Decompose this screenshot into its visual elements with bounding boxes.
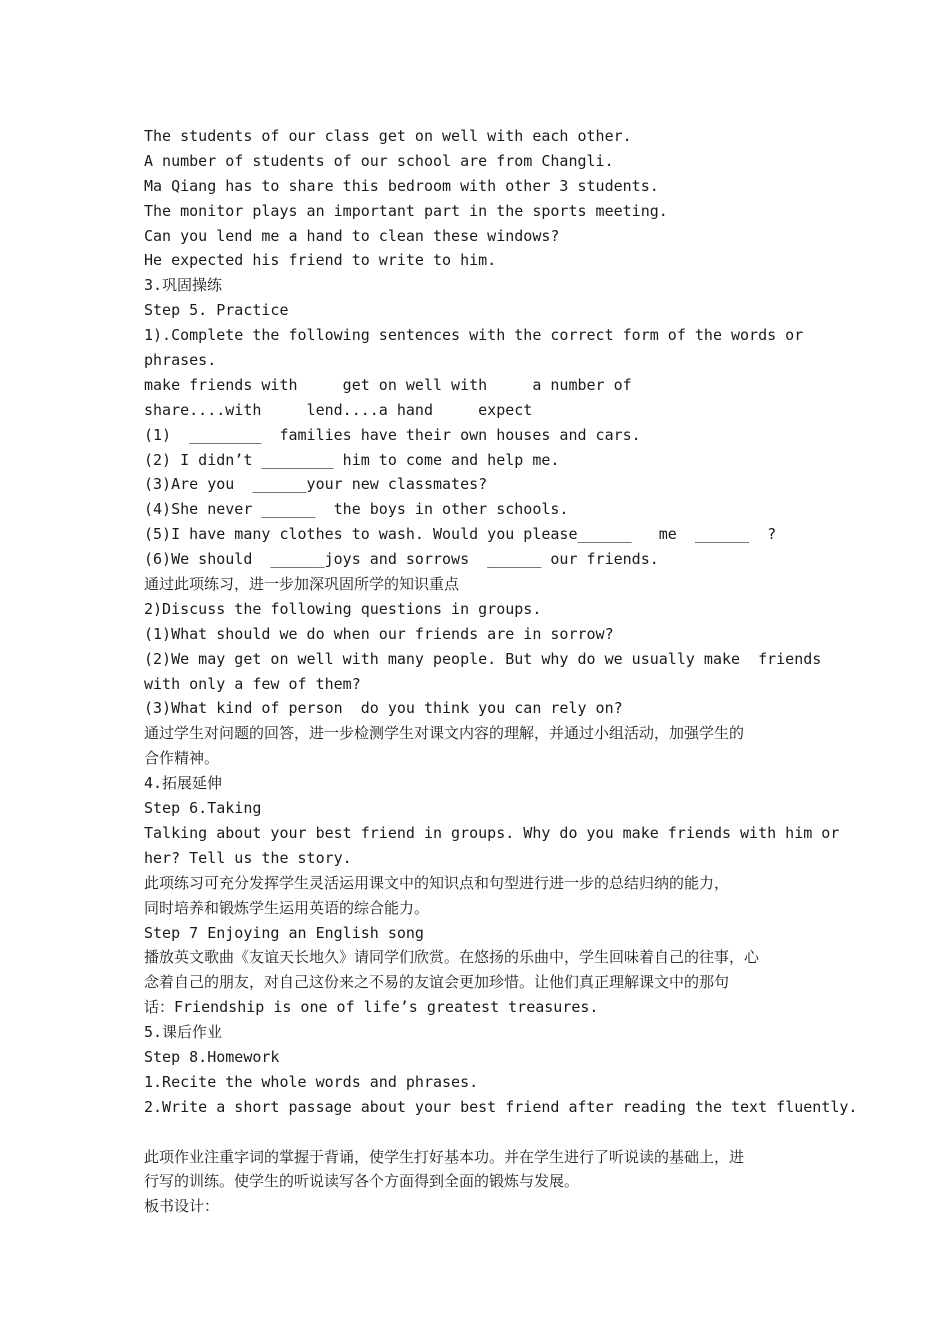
text-line: with only a few of them? bbox=[144, 674, 361, 693]
text-line: 通过此项练习，进一步加深巩固所学的知识重点 bbox=[144, 575, 460, 594]
text-line: 2.Write a short passage about your best friend after reading the text fluently. bbox=[144, 1097, 858, 1116]
text-line: share....with lend....a hand expect bbox=[144, 400, 533, 419]
text-line: her? Tell us the story. bbox=[144, 848, 352, 867]
blank-line bbox=[144, 1120, 824, 1145]
text-line: (3)Are you ______your new classmates? bbox=[144, 475, 488, 494]
text-line: 4.拓展延伸 bbox=[144, 774, 223, 793]
text-line: He expected his friend to write to him. bbox=[144, 251, 497, 270]
text-line: 此项作业注重字词的掌握于背诵，使学生打好基本功。并在学生进行了听说读的基础上，进 bbox=[144, 1147, 745, 1166]
text-line: 1).Complete the following sentences with the correct form of the words or bbox=[144, 326, 804, 345]
text-line: (3)What kind of person do you think you can rely on? bbox=[144, 699, 623, 718]
text-line: 此项练习可充分发挥学生灵活运用课文中的知识点和句型进行进一步的总结归纳的能力， bbox=[144, 873, 730, 892]
text-line: 5.课后作业 bbox=[144, 1023, 223, 1042]
text-line: 话：Friendship is one of life’s greatest treasures. bbox=[144, 998, 599, 1017]
text-line: 2)Discuss the following questions in groups. bbox=[144, 599, 542, 618]
text-line: A number of students of our school are from Changli. bbox=[144, 151, 614, 170]
text-line: (2) I didn’t ________ him to come and help me. bbox=[144, 450, 560, 469]
text-line: 念着自己的朋友，对自己这份来之不易的友谊会更加珍惜。让他们真正理解课文中的那句 bbox=[144, 973, 730, 992]
text-line: make friends with get on well with a number of bbox=[144, 375, 632, 394]
text-line: 1.Recite the whole words and phrases. bbox=[144, 1072, 479, 1091]
text-line: 板书设计： bbox=[144, 1197, 220, 1216]
document-body bbox=[144, 124, 858, 1219]
text-line: 行写的训练。使学生的听说读写各个方面得到全面的锻炼与发展。 bbox=[144, 1172, 580, 1191]
text-line: 3.巩固操练 bbox=[144, 276, 223, 295]
text-line: Ma Qiang has to share this bedroom with other 3 students. bbox=[144, 176, 659, 195]
text-line: The monitor plays an important part in the sports meeting. bbox=[144, 201, 668, 220]
text-line: Talking about your best friend in groups. Why do you make friends with him or bbox=[144, 823, 840, 842]
text-line: Step 5. Practice bbox=[144, 301, 289, 320]
text-line: 通过学生对问题的回答，进一步检测学生对课文内容的理解，并通过小组活动，加强学生的 bbox=[144, 724, 745, 743]
text-line: 合作精神。 bbox=[144, 749, 220, 768]
text-line: (6)We should ______joys and sorrows ______ our friends. bbox=[144, 550, 659, 569]
text-line: (1) ________ families have their own houses and cars. bbox=[144, 425, 641, 444]
text-line: (4)She never ______ the boys in other schools. bbox=[144, 500, 569, 519]
text-line: 播放英文歌曲《友谊天长地久》请同学们欣赏。在悠扬的乐曲中，学生回味着自己的往事，心 bbox=[144, 948, 760, 967]
text-line: Step 8.Homework bbox=[144, 1047, 280, 1066]
text-line: Step 7 Enjoying an English song bbox=[144, 923, 424, 942]
text-line: Step 6.Taking bbox=[144, 799, 262, 818]
text-line: The students of our class get on well with each other. bbox=[144, 127, 632, 145]
text-line: (2)We may get on well with many people. But why do we usually make friends bbox=[144, 649, 822, 668]
text-line: Can you lend me a hand to clean these windows? bbox=[144, 226, 560, 245]
text-line: phrases. bbox=[144, 351, 217, 370]
text-line: (5)I have many clothes to wash. Would you please______ me ______ ? bbox=[144, 525, 777, 544]
text-line: 同时培养和锻炼学生运用英语的综合能力。 bbox=[144, 898, 430, 917]
text-line: (1)What should we do when our friends are in sorrow? bbox=[144, 624, 614, 643]
